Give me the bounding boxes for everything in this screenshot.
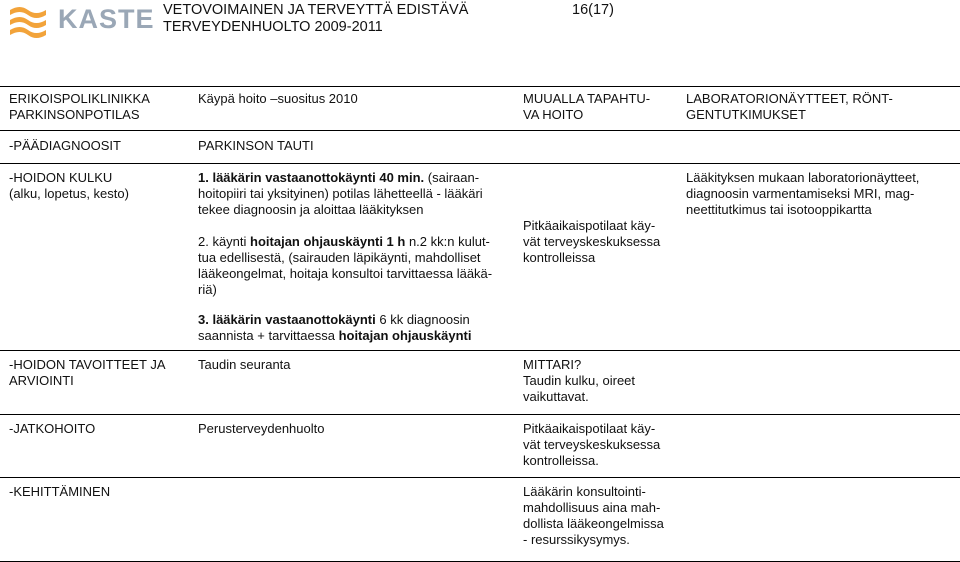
cell-text: ARVIOINTI: [9, 373, 74, 388]
follow-up-elsewhere: [523, 421, 660, 469]
header-title-line-2: TERVEYDENHUOLTO 2009-2011: [163, 19, 383, 35]
cell-text: kontrolleissa: [523, 250, 596, 265]
cell-text: mahdollisuus aina mah-: [523, 500, 661, 515]
follow-up-value: Perusterveydenhuolto: [198, 421, 325, 436]
cell-text: (alku, lopetus, kesto): [9, 186, 129, 201]
cell-text: MUUALLA TAPAHTU-: [523, 91, 651, 106]
header-cell-clinic: [9, 91, 150, 123]
diagnosis-value: PARKINSON TAUTI: [198, 138, 314, 153]
row-label-follow-up: -JATKOHOITO: [9, 421, 96, 436]
development-text: [523, 484, 664, 548]
visit-1-rest: (sairaan-: [424, 170, 480, 185]
cell-text: dollista lääkeongelmissa: [523, 516, 664, 531]
cell-text: -HOIDON TAVOITTEET JA: [9, 357, 166, 372]
cell-text: vät terveyskeskuksessa: [523, 437, 661, 452]
cell-text: - resurssikysymys.: [523, 532, 630, 547]
visit-1-text: [198, 170, 518, 218]
cell-text: kontrolleissa.: [523, 453, 599, 468]
row-label-development: -KEHITTÄMINEN: [9, 484, 111, 499]
visit-3-text: [198, 312, 518, 344]
visit-3-rest: 6 kk diagnoosin: [375, 312, 470, 327]
visit-3-bold-2: hoitajan ohjauskäynti: [338, 328, 472, 343]
cell-text: riä): [198, 282, 217, 297]
visit-2-rest: n.2 kk:n kulut-: [405, 234, 490, 249]
document-header: [0, 0, 960, 48]
table-rule: [0, 350, 960, 351]
visit-2-text: [198, 234, 518, 298]
cell-text: Lääkityksen mukaan laboratorionäytteet,: [686, 170, 920, 185]
cell-text: Pitkäaikaispotilaat käy-: [523, 421, 656, 436]
laboratory-text: [686, 170, 919, 218]
cell-text: tekee diagnoosin ja aloittaa lääkityksen: [198, 202, 424, 217]
goals-measure: [523, 357, 635, 405]
table-rule: [0, 477, 960, 478]
cell-text: ERIKOISPOLIKLINIKKA: [9, 91, 150, 106]
cell-text: LABORATORIONÄYTTEET, RÖNT-: [686, 91, 893, 106]
visit-3-bold: 3. lääkärin vastaanottokäynti: [198, 312, 376, 327]
visit-3-prefix: saannista + tarvittaessa: [198, 328, 339, 343]
kaste-logo: [6, 2, 156, 42]
cell-text: GENTUTKIMUKSET: [686, 107, 806, 122]
visit-2-bold: hoitajan ohjauskäynti 1 h: [250, 234, 406, 249]
row-label-course-of-care: [9, 170, 129, 202]
cell-text: MITTARI?: [523, 357, 582, 372]
cell-text: Taudin kulku, oireet: [523, 373, 636, 388]
page-number: 16(17): [572, 2, 614, 18]
visit-2-prefix: 2. käynti: [198, 234, 251, 249]
cell-text: -HOIDON KULKU: [9, 170, 113, 185]
goals-value: Taudin seuranta: [198, 357, 291, 372]
cell-text: lääkeongelmat, hoitaja konsultoi tarvittaessa lääkä-: [198, 266, 493, 281]
cell-text: neettitutkimus tai isotooppikartta: [686, 202, 872, 217]
cell-text: VA HOITO: [523, 107, 584, 122]
cell-text: Lääkärin konsultointi-: [523, 484, 646, 499]
table-rule-top: [0, 86, 960, 87]
cell-text: Pitkäaikaispotilaat käy-: [523, 218, 656, 233]
kaste-logo-mark-icon: [6, 2, 52, 42]
header-title-line-1: VETOVOIMAINEN JA TERVEYTTÄ EDISTÄVÄ: [163, 2, 469, 18]
cell-text: PARKINSONPOTILAS: [9, 107, 140, 122]
elsewhere-care-text: [523, 218, 660, 266]
cell-text: tua edellisestä, (sairauden läpikäynti, mahdolliset: [198, 250, 481, 265]
table-rule: [0, 414, 960, 415]
cell-text: vaikuttavat.: [523, 389, 589, 404]
cell-text: diagnoosin varmentamiseksi MRI, mag-: [686, 186, 915, 201]
header-cell-guideline: Käypä hoito –suositus 2010: [198, 91, 358, 106]
logo-text: KASTE: [58, 4, 155, 34]
visit-1-bold: 1. lääkärin vastaanottokäynti 40 min.: [198, 170, 425, 185]
table-rule: [0, 163, 960, 164]
row-label-goals: [9, 357, 166, 389]
cell-text: vät terveyskeskuksessa: [523, 234, 661, 249]
table-rule: [0, 130, 960, 131]
row-label-diagnoses: -PÄÄDIAGNOOSIT: [9, 138, 121, 153]
cell-text: hoitopiiri tai yksityinen) potilas lähetteellä - lääkäri: [198, 186, 483, 201]
header-cell-laboratory: [686, 91, 893, 123]
header-cell-elsewhere: [523, 91, 650, 123]
